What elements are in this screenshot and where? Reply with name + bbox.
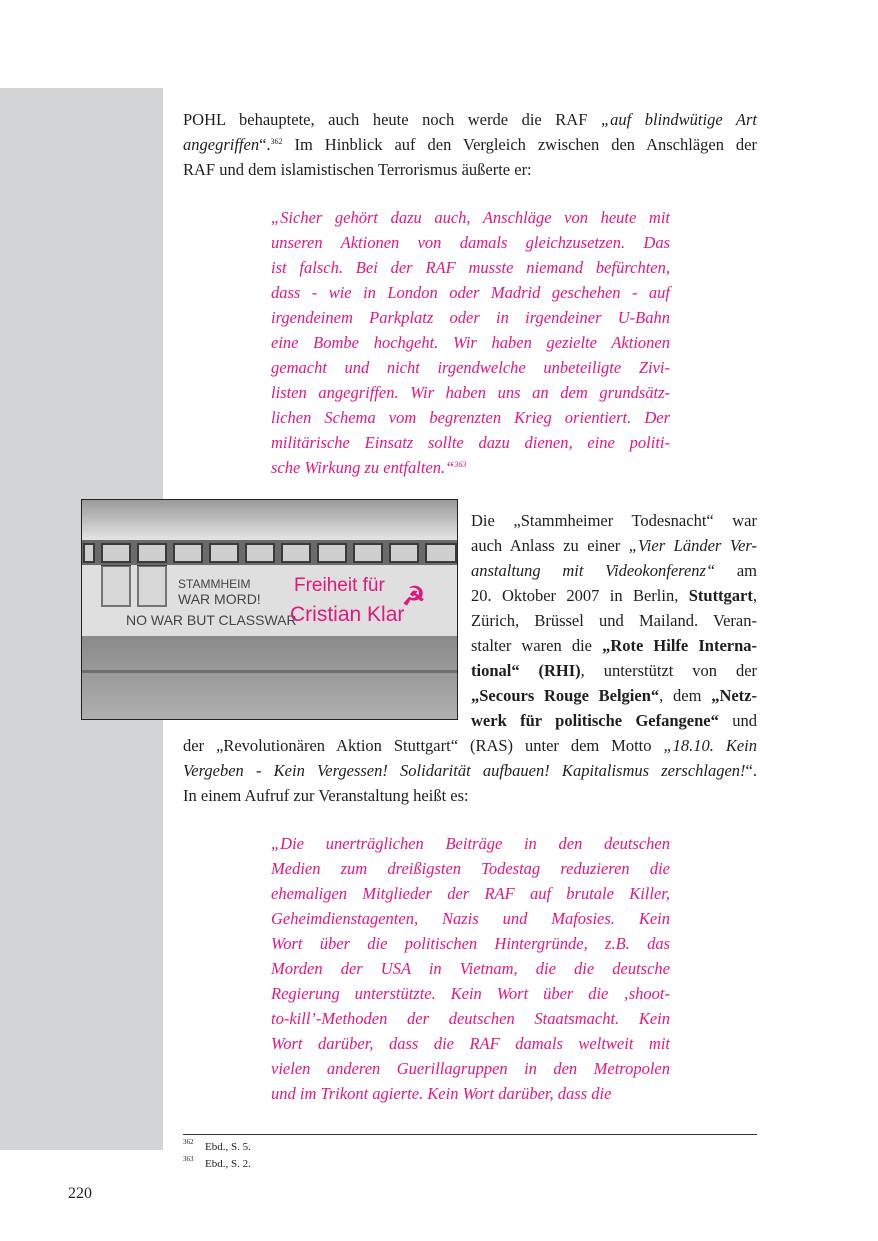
text-run: angegriffen bbox=[183, 135, 260, 154]
text-line bbox=[271, 430, 670, 455]
text-line bbox=[471, 683, 757, 708]
text-run: Im Hinblick auf den Vergleich zwischen den Anschlägen der bbox=[282, 135, 757, 154]
text-run: der „Revolutionären Aktion Stuttgart“ (RAS) unter dem Motto bbox=[183, 736, 664, 755]
text-line bbox=[183, 783, 757, 808]
graffiti-stammheim: STAMMHEIM bbox=[178, 577, 251, 591]
text-run: Zürich, Brüssel und Mailand. Veran- bbox=[471, 611, 757, 630]
blockquote-aufruf bbox=[271, 831, 670, 1106]
footnote-number: 362 bbox=[183, 1138, 194, 1146]
text-line bbox=[471, 558, 757, 583]
text-line bbox=[271, 1006, 670, 1031]
text-line bbox=[471, 708, 757, 733]
text-run: „Vier Länder Ver- bbox=[628, 536, 757, 555]
text-run: militärische Einsatz sollte dazu dienen, eine politi- bbox=[271, 433, 670, 452]
text-run: RAF und dem islamistischen Terrorismus äußerte er: bbox=[183, 160, 532, 179]
paragraph-veranstaltung bbox=[471, 508, 757, 733]
text-run: Medien zum dreißigsten Todestag reduzieren die bbox=[271, 859, 670, 878]
text-line bbox=[271, 981, 670, 1006]
text-run: unseren Aktionen von damals gleichzusetzen. Das bbox=[271, 233, 670, 252]
text-run: In einem Aufruf zur Veranstaltung heißt es: bbox=[183, 786, 469, 805]
text-run: , bbox=[752, 586, 757, 605]
footnote-ref: 362 bbox=[270, 137, 283, 146]
text-run: tional“ (RHI) bbox=[471, 661, 581, 680]
text-run: „Rote Hilfe Interna- bbox=[602, 636, 758, 655]
text-line bbox=[271, 831, 670, 856]
page-number: 220 bbox=[68, 1185, 92, 1202]
text-run: am bbox=[715, 561, 757, 580]
text-run: “. bbox=[259, 135, 271, 154]
text-line bbox=[271, 906, 670, 931]
text-run: sche Wirkung zu entfalten.“ bbox=[271, 458, 455, 477]
text-line bbox=[271, 255, 670, 280]
footnote-rule bbox=[183, 1134, 757, 1135]
footnote-text: Ebd., S. 2. bbox=[205, 1158, 251, 1170]
graffiti-photo bbox=[81, 499, 458, 720]
text-run: to-kill’-Methoden der deutschen Staatsmacht. Kein bbox=[271, 1009, 670, 1028]
text-line bbox=[271, 455, 670, 480]
text-line bbox=[271, 856, 670, 881]
text-run: Regierung unterstützte. Kein Wort über die ‚shoot- bbox=[271, 984, 670, 1003]
text-run: anstaltung mit Videokonferenz“ bbox=[471, 561, 716, 580]
text-run: „auf blindwütige Art bbox=[600, 110, 758, 129]
text-run: werk für politische Gefangene“ bbox=[471, 711, 719, 730]
text-line bbox=[271, 931, 670, 956]
text-line bbox=[471, 658, 757, 683]
graffiti-klar: Cristian Klar bbox=[290, 603, 405, 626]
text-run: stalter waren die bbox=[471, 636, 603, 655]
footnote-ref: 363 bbox=[454, 460, 467, 469]
text-run: POHL behauptete, auch heute noch werde die RAF bbox=[183, 110, 601, 129]
text-line bbox=[271, 380, 670, 405]
text-line bbox=[271, 280, 670, 305]
text-run: Vergeben - Kein Vergessen! Solidarität aufbauen! Kapitalismus zerschlagen! bbox=[183, 761, 746, 780]
text-run: “. bbox=[745, 761, 757, 780]
text-run: listen angegriffen. Wir haben uns an dem grundsätz- bbox=[271, 383, 670, 402]
text-line bbox=[271, 230, 670, 255]
hammer-sickle-icon: ☭ bbox=[402, 581, 426, 611]
text-line bbox=[271, 305, 670, 330]
text-run: eine Bombe hochgeht. Wir haben gezielte Aktionen bbox=[271, 333, 670, 352]
text-line bbox=[471, 533, 757, 558]
text-line bbox=[271, 1056, 670, 1081]
text-line bbox=[183, 157, 757, 182]
text-run: Wort darüber, dass die RAF damals weltweit mit bbox=[271, 1034, 670, 1053]
text-run: 20. Oktober 2007 in Berlin, bbox=[471, 586, 689, 605]
text-line bbox=[271, 1081, 670, 1106]
text-run: Morden der USA in Vietnam, die die deutsche bbox=[271, 959, 670, 978]
text-run: auch Anlass zu einer bbox=[471, 536, 629, 555]
text-line bbox=[471, 633, 757, 658]
text-run: „18.10. Kein bbox=[663, 736, 757, 755]
text-line bbox=[271, 205, 670, 230]
text-line bbox=[271, 1031, 670, 1056]
text-line bbox=[271, 956, 670, 981]
text-line bbox=[183, 733, 757, 758]
footnote-363 bbox=[183, 1155, 251, 1170]
text-line bbox=[271, 881, 670, 906]
footnote-362 bbox=[183, 1138, 251, 1153]
text-run: „Netz- bbox=[711, 686, 757, 705]
text-run: , unterstützt von der bbox=[580, 661, 758, 680]
text-line bbox=[271, 405, 670, 430]
text-run: Wort über die politischen Hintergründe, z.B. das bbox=[271, 934, 670, 953]
text-line bbox=[183, 758, 757, 783]
footnote-number: 363 bbox=[183, 1155, 194, 1163]
blockquote-pohl bbox=[271, 205, 670, 480]
text-run: vielen anderen Guerillagruppen in den Metropolen bbox=[271, 1059, 670, 1078]
text-run: „Die unerträglichen Beiträge in den deutschen bbox=[271, 834, 670, 853]
footnote-text: Ebd., S. 5. bbox=[205, 1141, 251, 1153]
text-run: Stuttgart bbox=[688, 586, 753, 605]
paragraph-veranstaltung-cont bbox=[183, 733, 757, 808]
text-line bbox=[471, 608, 757, 633]
text-run: gemacht und nicht irgendwelche unbeteiligte Zivi- bbox=[271, 358, 670, 377]
text-run: und bbox=[718, 711, 757, 730]
text-line bbox=[271, 355, 670, 380]
text-run: „Secours Rouge Belgien“ bbox=[471, 686, 660, 705]
text-run: lichen Schema vom begrenzten Krieg orientiert. Der bbox=[271, 408, 670, 427]
text-line bbox=[471, 583, 757, 608]
text-line bbox=[471, 508, 757, 533]
text-run: Geheimdienstagenten, Nazis und Mafosies. Kein bbox=[271, 909, 670, 928]
text-run: Die „Stammheimer Todesnacht“ war bbox=[471, 511, 757, 530]
text-line bbox=[183, 107, 757, 132]
text-run: dass - wie in London oder Madrid geschehen - auf bbox=[271, 283, 670, 302]
text-run: irgendeinem Parkplatz oder in irgendeiner U-Bahn bbox=[271, 308, 670, 327]
graffiti-freiheit: Freiheit für bbox=[294, 575, 385, 596]
text-run: ehemaligen Mitglieder der RAF auf brutale Killer, bbox=[271, 884, 670, 903]
graffiti-no-war: NO WAR BUT CLASSWAR bbox=[126, 612, 297, 628]
text-run: „Sicher gehört dazu auch, Anschläge von heute mit bbox=[271, 208, 670, 227]
text-line bbox=[271, 330, 670, 355]
graffiti-war-mord: WAR MORD! bbox=[178, 591, 261, 607]
text-run: ist falsch. Bei der RAF musste niemand befürchten, bbox=[271, 258, 670, 277]
paragraph-pohl bbox=[183, 107, 757, 182]
text-run: und im Trikont agierte. Kein Wort darüber, dass die bbox=[271, 1084, 612, 1103]
text-line bbox=[183, 132, 757, 157]
text-run: , dem bbox=[659, 686, 712, 705]
